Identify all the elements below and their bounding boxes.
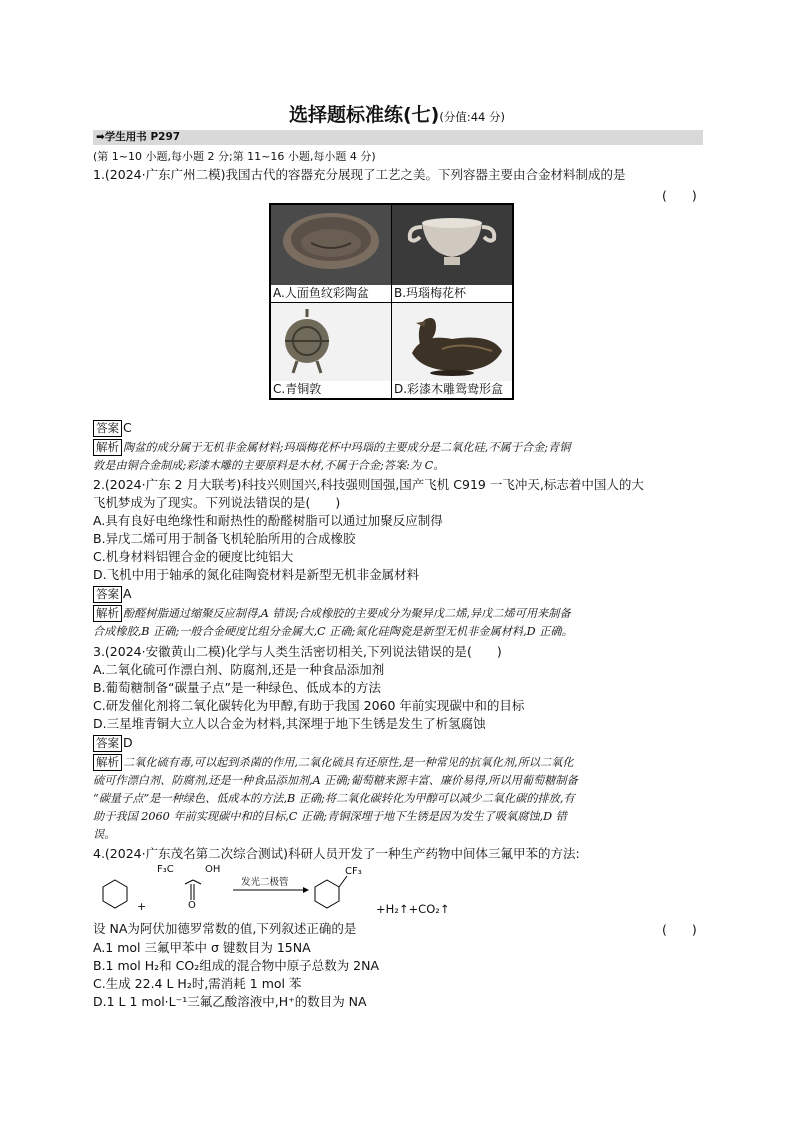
q4-option-c: C.生成 22.4 L H₂时,需消耗 1 mol 苯: [93, 976, 302, 991]
q4-premise: 设 NA为阿伏加德罗常数的值,下列叙述正确的是: [93, 921, 357, 936]
q3-option-a: A.二氧化硫可作漂白剂、防腐剂,还是一种食品添加剂: [93, 662, 385, 677]
q4-answer-paren: ( ): [662, 922, 697, 937]
book-reference-bar: ➡学生用书 P297: [93, 130, 703, 145]
instructions: (第 1~10 小题,每小题 2 分;第 11~16 小题,每小题 4 分): [93, 150, 376, 163]
answer-tag: 答案: [93, 420, 122, 437]
q3-analysis-line-5: 误。: [93, 828, 116, 841]
q3-analysis-line-4: 助于我国 2060 年前实现碳中和的目标,C 正确;青铜深埋于地下生锈是因为发生了吸氧腐蚀,D 错: [93, 810, 567, 823]
q1-option-c-cell: [270, 303, 392, 400]
q2-stem-1: 2.(2024·广东 2 月大联考)科技兴则国兴,科技强则国强,国产飞机 C919 一飞冲天,标志着中国人的大: [93, 477, 644, 492]
q2-option-c: C.机身材料铝锂合金的硬度比纯铝大: [93, 549, 294, 564]
q1-option-d: D.彩漆木雕鸳鸯形盒: [394, 382, 504, 396]
q1-option-a: A.人面鱼纹彩陶盆: [273, 286, 369, 300]
q3-option-c: C.研发催化剂将二氧化碳转化为甲醇,有助于我国 2060 年前实现碳中和的目标: [93, 698, 525, 713]
q2-option-d: D.飞机中用于轴承的氮化硅陶瓷材料是新型无机非金属材料: [93, 567, 420, 582]
q3-analysis-text-1: 二氧化硫有毒,可以起到杀菌的作用,二氧化硫具有还原性,是一种常见的抗氧化剂,所以二氧化: [123, 756, 574, 769]
q2-answer-line: [93, 585, 132, 603]
q1-option-b: B.玛瑙梅花杯: [394, 286, 467, 300]
painted-pottery-basin-image: [271, 205, 391, 285]
q2-stem-2: 飞机梦成为了现实。下列说法错误的是( ): [93, 495, 341, 510]
analysis-tag: 解析: [93, 439, 122, 456]
q4-option-d: D.1 L 1 mol·L⁻¹三氟乙酸溶液中,H⁺的数目为 NA: [93, 994, 367, 1009]
q3-analysis-line-3: “碳量子点”是一种绿色、低成本的方法,B 正确;将二氧化碳转化为甲醇可以减少二氧化碳的排放,有: [93, 792, 575, 805]
analysis-tag: 解析: [93, 754, 122, 771]
reagent-oh-label: OH: [205, 864, 221, 875]
q1-analysis-line-2: 敦是由铜合金制成;彩漆木雕的主要原料是木材,不属于合金;答案:为 C。: [93, 459, 445, 472]
q1-option-a-cell: [270, 204, 392, 303]
q2-analysis-text-1: 酚醛树脂通过缩聚反应制得,A 错误;合成橡胶的主要成分为聚异戊二烯,异戊二烯可用来制备: [123, 607, 571, 620]
reaction-condition: 发光二极管: [241, 877, 289, 888]
q2-answer: A: [123, 586, 132, 601]
q1-analysis-line-1: [93, 439, 570, 456]
answer-tag: 答案: [93, 586, 122, 603]
q2-option-a: A.具有良好电绝缘性和耐热性的酚醛树脂可以通过加聚反应制得: [93, 513, 443, 528]
q3-answer: D: [123, 735, 133, 750]
q1-option-d-cell: [392, 303, 514, 400]
q2-analysis-line-2: 合成橡胶,B 正确;一般合金硬度比组分金属大,C 正确;氮化硅陶瓷是新型无机非金属材料,D 正确。: [93, 625, 573, 638]
agate-cup-image: [392, 205, 512, 285]
q4-option-b: B.1 mol H₂和 CO₂组成的混合物中原子总数为 2NA: [93, 958, 380, 973]
mandarin-duck-box-image: [392, 303, 512, 381]
q3-analysis-line-2: 硫可作漂白剂、防腐剂,还是一种食品添加剂,A 正确;葡萄糖来源丰富、廉价易得,所以用葡萄糖制备: [93, 774, 578, 787]
q1-analysis-text-1: 陶盆的成分属于无机非金属材料;玛瑙梅花杯中玛瑙的主要成分是二氧化硅,不属于合金;青铜: [123, 441, 571, 454]
byproducts: +H₂↑+CO₂↑: [376, 902, 450, 916]
page-title: [0, 100, 794, 127]
q1-answer-paren: ( ): [662, 188, 697, 203]
q1-options-table: [269, 203, 514, 400]
q4-stem: 4.(2024·广东茂名第二次综合测试)科研人员开发了一种生产药物中间体三氟甲苯的方法:: [93, 846, 580, 861]
q1-answer: C: [123, 420, 132, 435]
q4-option-a: A.1 mol 三氟甲苯中 σ 键数目为 15NA: [93, 940, 311, 955]
title-main: 选择题标准练(七): [288, 104, 440, 126]
q1-stem: 1.(2024·广东广州二模)我国古代的容器充分展现了工艺之美。下列容器主要由合金材料制成的是: [93, 167, 626, 182]
title-score: (分值:44 分): [439, 110, 505, 124]
analysis-tag: 解析: [93, 605, 122, 622]
q3-option-b: B.葡萄糖制备“碳量子点”是一种绿色、低成本的方法: [93, 680, 382, 695]
q1-answer-line: [93, 419, 132, 437]
q1-option-b-cell: [392, 204, 514, 303]
q4-reaction-scheme: [93, 862, 613, 920]
reagent-cf3-label: F₃C: [157, 864, 174, 875]
reagent-o-label: O: [188, 900, 196, 911]
q3-stem: 3.(2024·安徽黄山二模)化学与人类生活密切相关,下列说法错误的是( ): [93, 644, 502, 659]
q3-answer-line: [93, 734, 133, 752]
bronze-dui-image: [271, 303, 391, 381]
q3-option-d: D.三星堆青铜大立人以合金为材料,其深埋于地下生锈是发生了析氢腐蚀: [93, 716, 486, 731]
product-cf3-label: CF₃: [345, 866, 362, 877]
answer-tag: 答案: [93, 735, 122, 752]
q2-option-b: B.异戊二烯可用于制备飞机轮胎所用的合成橡胶: [93, 531, 356, 546]
q2-analysis-line-1: [93, 605, 571, 622]
reactant-plus: +: [137, 900, 147, 913]
q3-analysis-line-1: [93, 754, 574, 771]
q1-option-c: C.青铜敦: [273, 382, 322, 396]
